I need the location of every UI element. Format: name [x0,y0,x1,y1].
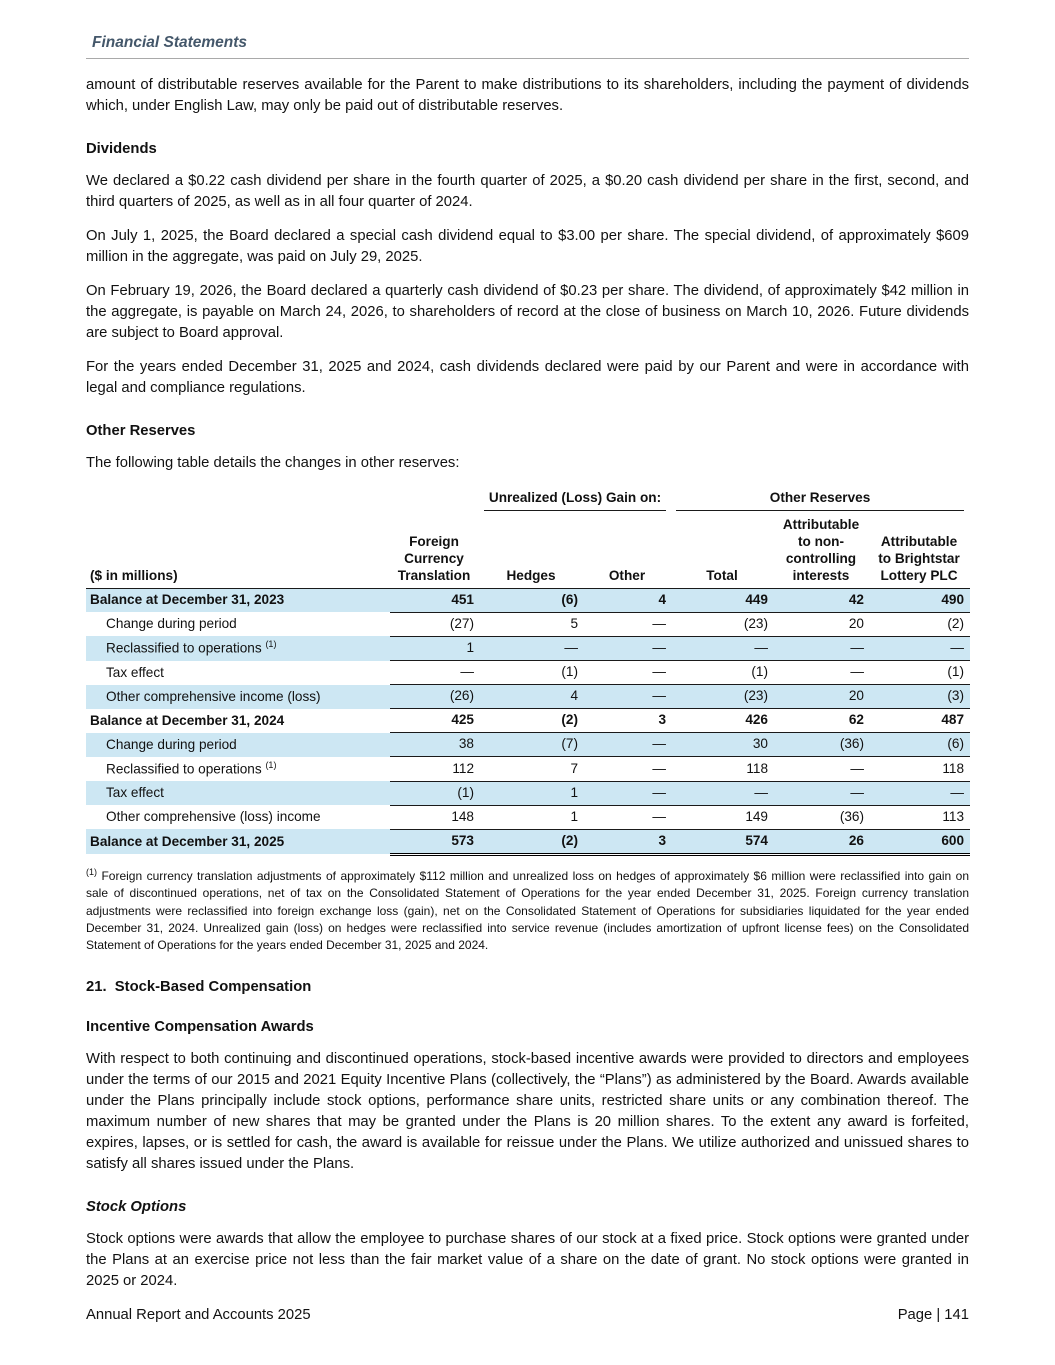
stock-compensation-heading: 21. Stock-Based Compensation [86,978,312,995]
column-header: Other [584,514,672,588]
value-cell: (23) [672,685,774,709]
row-label: Tax effect [106,664,164,680]
other-reserves-intro: The following table details the changes in other reserves: [86,455,460,471]
value-cell: 600 [870,829,970,854]
dividends-paragraph-1: We declared a $0.22 cash dividend per share in the fourth quarter of 2025, a $0.20 cash dividend per share in the first, second, and third quarters of 2025, as well as in all four quarter of 2024. [86,173,969,210]
footnote-text: Foreign currency translation adjustments of approximately $112 million and unrealized loss on hedges of approximately $6 million were reclassified into gain on sale of discontinued operations, net of tax on the Consolidated Statement of Operations for the year ended December 31, 2025. Foreign currency translation adjustments were reclassified into foreign exchange loss (gain), net on the Consolidated Statement of Operations for subsidiaries liquidated for the year ended December 31, 2024. Unrealized gain (loss) on hedges were reclassified into service revenue (includes amortization of upfront license fees) on the Consolidated Statement of Operations for the years ended December 31, 2025 and 2024. [86,868,969,953]
value-cell: 574 [672,829,774,854]
table-group-header-row [86,487,970,514]
value-cell: 118 [870,757,970,782]
value-cell: — [584,733,672,757]
value-cell: (1) [672,661,774,685]
dividends-heading: Dividends [86,141,157,157]
value-cell: — [774,636,870,661]
value-cell: (2) [480,829,584,854]
value-cell: 42 [774,588,870,612]
table-row [86,733,970,757]
row-label: Change during period [106,736,237,752]
value-cell: — [584,781,672,805]
continuation-paragraph: amount of distributable reserves available for the Parent to make distributions to its shareholders, including the payment of dividends which, under English Law, may only be paid out of distributable reserves. [86,77,969,114]
value-cell: — [870,636,970,661]
row-label: Other comprehensive income (loss) [106,688,321,704]
footer-right: Page | 141 [897,1307,969,1323]
value-cell: (7) [480,733,584,757]
value-cell: — [584,612,672,636]
value-cell: 26 [774,829,870,854]
row-label: Balance at December 31, 2024 [90,712,285,728]
value-cell: 4 [584,588,672,612]
value-cell: (2) [870,612,970,636]
footnote-marker: (1) [86,866,97,877]
other-reserves-heading: Other Reserves [86,423,196,439]
value-cell: — [774,781,870,805]
table-row [86,685,970,709]
table-head [86,487,970,588]
table-row [86,757,970,782]
column-header: Attributable to non-controlling interests [774,514,870,588]
value-cell: 1 [480,781,584,805]
table-footnote [86,866,969,955]
value-cell: 3 [584,709,672,733]
value-cell: 426 [672,709,774,733]
table-row [86,661,970,685]
value-cell: 7 [480,757,584,782]
row-footnote-ref: (1) [265,639,277,650]
value-cell: — [672,781,774,805]
value-cell: (1) [390,781,480,805]
row-label: Balance at December 31, 2025 [90,834,285,850]
value-cell: 62 [774,709,870,733]
column-header: Hedges [480,514,584,588]
stock-options-paragraph: Stock options were awards that allow the employee to purchase shares of our stock at a fixed price. Stock options were granted under the Plans at an exercise price not less than the fair market value of a share on the date of grant. No stock options were granted in 2025 or 2024. [86,1230,969,1289]
value-cell: (6) [870,733,970,757]
dividends-paragraph-2: On July 1, 2025, the Board declared a special cash dividend equal to $3.00 per share. The special dividend, of approximately $609 million in the aggregate, was paid on July 29, 2025. [86,228,969,265]
group-header-spacer [86,487,480,514]
value-cell: 1 [390,636,480,661]
row-label: Tax effect [106,785,164,801]
value-cell: — [584,685,672,709]
table-column-header-row [86,514,970,588]
value-cell: 487 [870,709,970,733]
incentive-awards-paragraph: With respect to both continuing and discontinued operations, stock-based incentive awards were provided to directors and employees under the terms of our 2015 and 2021 Equity Incentive Plans (collectively, the “Plans”) as administered by the Board. Awards available under the Plans principally include stock options, performance share units, restricted share units or any combination thereof. The maximum number of new shares that may be granted under the Plans is 20 million shares. To the extent any award is forfeited, expires, lapses, or is settled for cash, the award is available for reissue under the Plans. We utilize authorized and unissued shares to satisfy all shares issued under the Plans. [86,1050,969,1172]
footer-left: Annual Report and Accounts 2025 [86,1307,311,1323]
column-header: Total [672,514,774,588]
value-cell: (3) [870,685,970,709]
table-row [86,805,970,829]
dividends-paragraph-3: On February 19, 2026, the Board declared a quarterly cash dividend of $0.23 per share. The dividend, of approximately $42 million in the aggregate, is payable on March 24, 2026, to shareholders of record at the close of business on March 10, 2026. Future dividends are subject to Board approval. [86,283,969,341]
group-header-label: Other Reserves [676,490,964,511]
page-footer [86,1307,969,1323]
value-cell: 449 [672,588,774,612]
incentive-awards-heading: Incentive Compensation Awards [86,1018,314,1035]
group-header-label: Unrealized (Loss) Gain on: [484,490,666,511]
value-cell: 20 [774,612,870,636]
value-cell: (27) [390,612,480,636]
value-cell: — [480,636,584,661]
row-label: Reclassified to operations $^{(1)}$ [106,759,277,777]
column-header: ($ in millions) [86,514,390,588]
table-row [86,829,970,854]
table-row [86,612,970,636]
group-header [480,487,672,514]
value-cell: 3 [584,829,672,854]
row-label: Reclassified to operations $^{(1)}$ [106,639,277,656]
value-cell: 425 [390,709,480,733]
value-cell: 451 [390,588,480,612]
value-cell: — [584,636,672,661]
value-cell: 38 [390,733,480,757]
value-cell: (36) [774,805,870,829]
value-cell: 118 [672,757,774,782]
value-cell: — [870,781,970,805]
value-cell: 148 [390,805,480,829]
table-row [86,709,970,733]
value-cell: 149 [672,805,774,829]
value-cell: (2) [480,709,584,733]
table-row [86,636,970,661]
group-header [672,487,970,514]
value-cell: (36) [774,733,870,757]
row-label: Change during period [106,616,237,632]
value-cell: 112 [390,757,480,782]
table-row [86,588,970,612]
value-cell: — [584,661,672,685]
value-cell: 490 [870,588,970,612]
header-divider [86,58,969,59]
value-cell: 113 [870,805,970,829]
value-cell: 1 [480,805,584,829]
value-cell: — [774,661,870,685]
value-cell: 5 [480,612,584,636]
value-cell: (23) [672,612,774,636]
value-cell: — [584,757,672,782]
value-cell: (6) [480,588,584,612]
value-cell: — [584,805,672,829]
value-cell: — [390,661,480,685]
value-cell: 573 [390,829,480,854]
row-label: Other comprehensive (loss) income [106,809,321,825]
value-cell: 30 [672,733,774,757]
table-body [86,588,970,854]
value-cell: — [774,757,870,782]
row-label: Balance at December 31, 2023 [90,592,285,608]
value-cell: 4 [480,685,584,709]
page-header-title: Financial Statements [92,34,248,51]
other-reserves-table [86,487,970,856]
column-header: Foreign Currency Translation [390,514,480,588]
row-footnote-ref: (1) [265,759,277,770]
table-row [86,781,970,805]
dividends-paragraph-4: For the years ended December 31, 2025 and 2024, cash dividends declared were paid by our Parent and were in accordance with legal and compliance regulations. [86,359,969,396]
value-cell: 20 [774,685,870,709]
value-cell: — [672,636,774,661]
column-header: Attributable to Brightstar Lottery PLC [870,514,970,588]
value-cell: (1) [870,661,970,685]
value-cell: (1) [480,661,584,685]
stock-options-heading: Stock Options [86,1198,187,1215]
value-cell: (26) [390,685,480,709]
